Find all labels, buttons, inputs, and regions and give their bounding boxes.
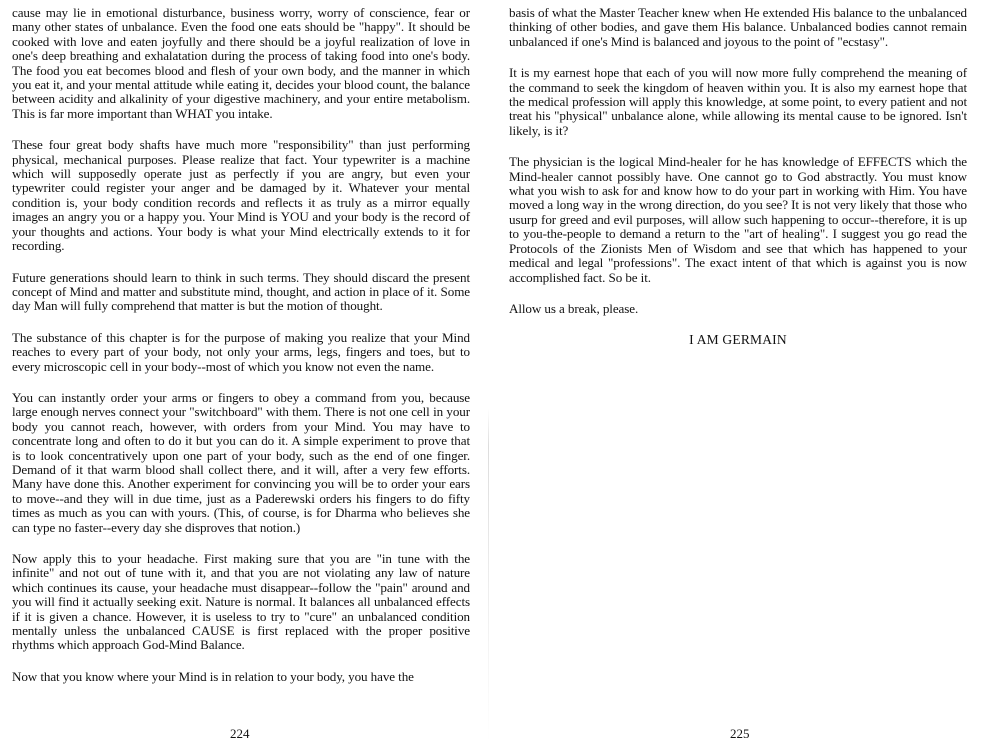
page-number-left: 224 — [230, 726, 250, 741]
left-paragraph-5: You can instantly order your arms or fingers to obey a command from you, because large enough nerves connect your "switchboard" with them. There is not one cell in your body you cannot reach, however, with orders from your Mind. You may have to concentrate long and often to do it but you can do it. A simple experiment to prove that is to look concentratively upon one part of your body, such as the end of one finger. Demand of it that warm blood shall collect there, and it will, after a very few efforts. Many have done this. Another experiment for convincing you will be to order your ears to move--and they will in due time, just as a Paderewski orders his fingers to do fifty times as much as you can with yours. (This, of course, is for Dharma who believes she can type no faster--every day she disproves that notion.) — [12, 389, 470, 535]
left-paragraph-6: Now apply this to your headache. First making sure that you are "in tune with the infinite" and not out of tune with it, and that you are not violating any law of nature which continues its cause, your headache must disappear--follow the "pain" around and you will find it actually seeking exit. Nature is normal. It balances all unbalanced effects if it is given a chance. However, it is useless to try to "cure" an unbalanced condition mentally unless the unbalanced CAUSE is first replaced with the proper positive rhythms which approach God-Mind Balance. — [12, 551, 470, 653]
left-paragraph-4: The substance of this chapter is for the purpose of making you realize that your Mind reaches to every part of your body, not only your arms, legs, fingers and toes, but to every microscopic cell in your body--most of which you know not even the name. — [12, 329, 470, 374]
page-gutter — [488, 0, 489, 743]
signature: I AM GERMAIN — [689, 332, 787, 348]
right-paragraph-1: basis of what the Master Teacher knew when He extended His balance to the unbalanced thinking of other bodies, and gave them His balance. Unbalanced bodies cannot remain unbalanced if one's Mind is balanced and joyous to the point of "ecstasy". — [509, 5, 967, 49]
left-paragraph-3: Future generations should learn to think in such terms. They should discard the present concept of Mind and matter and substitute mind, thought, and action in place of it. Some day Man will fully comprehend that matter is but the motion of thought. — [12, 269, 470, 314]
right-paragraph-2: It is my earnest hope that each of you will now more fully comprehend the meaning of the command to seek the kingdom of heaven within you. It is also my earnest hope that the medical profession will apply this knowledge, at some point, to every patient and not treat his "physical" unbalance alone, while allowing its mental cause to be ignored. Isn't likely, is it? — [509, 65, 967, 138]
left-paragraph-2: These four great body shafts have much more "responsibility" than just performing physical, mechanical purposes. Please realize that fact. Your typewriter is a machine which will supposedly operate just as perfectly if you are angry, but even your typewriter could register your anger and be damaged by it. Whatever your mental condition is, your body condition records and reflects it as truly as a mirror equally images an angry you or a happy you. Your Mind is YOU and your body is the record of your thoughts and actions. Your body is what your Mind electrically extends to it for recording. — [12, 137, 470, 254]
left-page — [12, 6, 470, 701]
left-paragraph-7: Now that you know where your Mind is in relation to your body, you have the — [12, 668, 414, 684]
right-page — [509, 6, 967, 365]
right-paragraph-4: Allow us a break, please. — [509, 300, 639, 316]
page-number-right: 225 — [730, 726, 750, 741]
left-paragraph-1: cause may lie in emotional disturbance, business worry, worry of conscience, fear or many other states of unbalance. Even the food one eats should be "happy". It should be cooked with love and eaten joyfully and there should be a joyful realization of love in one's deep breathing and exhalatation during the process of taking food into one's body. The food you eat becomes blood and flesh of your own body, and the manner in which you eat it, and your mental attitude while eating it, decides your blood count, the balance between acidity and alkalinity of your digestive machinery, and your entire metabolism. This is far more important than WHAT you intake. — [12, 5, 470, 121]
right-paragraph-3: The physician is the logical Mind-healer for he has knowledge of EFFECTS which the Mind-healer cannot possibly have. One cannot go to God abstractly. You must know what you wish to ask for and know how to do your part in working with Him. You have moved a long way in the wrong direction, do you see? It is not very likely that those who usurp for greed and evil purposes, will allow such happening to occur--therefore, it is up to you-the-people to demand a return to the "art of healing". I suggest you go read the Protocols of the Zionists Men of Wisdom and see that which has happened to your medical and legal "professions". The exact intent of that which is against you is now accomplished fact. So be it. — [509, 154, 967, 285]
